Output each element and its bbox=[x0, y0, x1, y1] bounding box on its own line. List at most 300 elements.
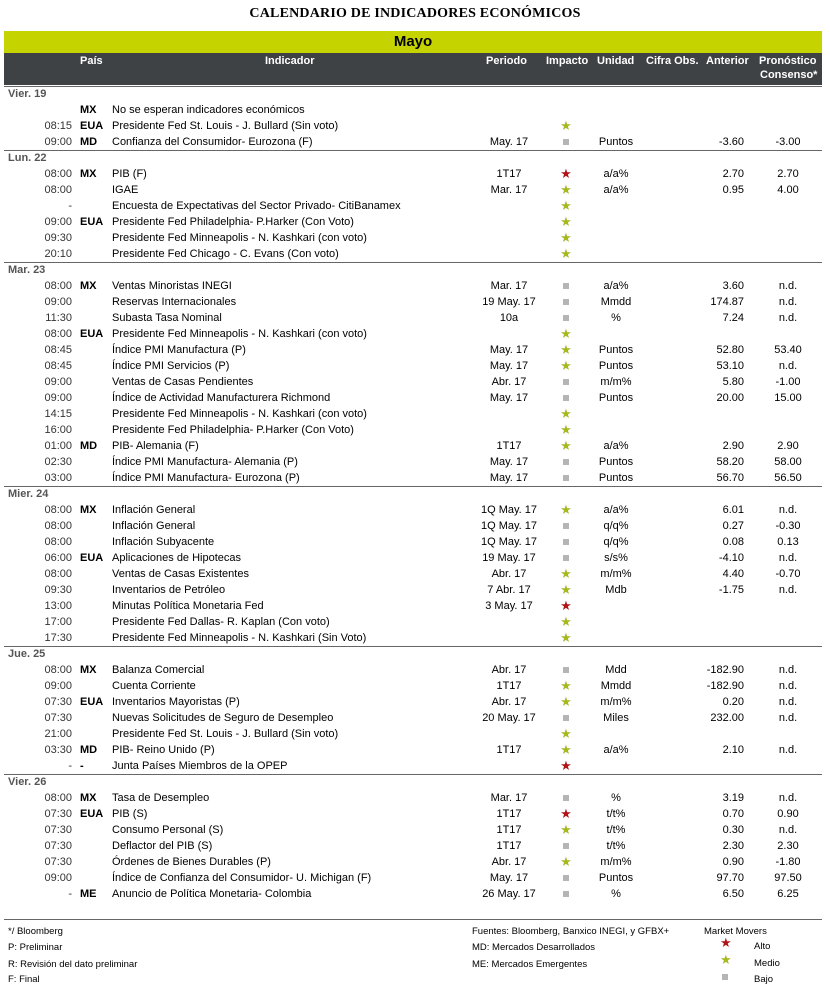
table-row bbox=[4, 454, 822, 470]
table-row bbox=[4, 790, 822, 806]
period-cell: 19 May. 17 bbox=[482, 552, 536, 564]
impact-medium-star-icon: ★ bbox=[560, 118, 572, 133]
day-header: Vier. 19 bbox=[4, 86, 822, 102]
md-legend: MD: Mercados Desarrollados bbox=[472, 942, 596, 953]
header-pronostico: Pronóstico bbox=[759, 55, 817, 67]
note-preliminar: P: Preliminar bbox=[8, 942, 63, 953]
indicator-cell: Presidente Fed Chicago - C. Evans (Con voto) bbox=[112, 248, 339, 260]
table-row bbox=[4, 678, 822, 694]
page-title: CALENDARIO DE INDICADORES ECONÓMICOS bbox=[249, 6, 581, 21]
indicator-cell: IGAE bbox=[112, 184, 139, 196]
table-row bbox=[4, 502, 822, 518]
country-cell: MX bbox=[80, 792, 97, 804]
previous-cell: 7.24 bbox=[722, 312, 744, 324]
forecast-cell: 53.40 bbox=[774, 344, 802, 356]
unit-cell: t/t% bbox=[606, 808, 626, 820]
indicator-cell: Presidente Fed Philadelphia- P.Harker (Con Voto) bbox=[112, 424, 354, 436]
period-cell: 26 May. 17 bbox=[482, 888, 536, 900]
indicator-cell: Reservas Internacionales bbox=[112, 296, 237, 308]
indicator-cell: Presidente Fed Minneapolis - N. Kashkari (con voto) bbox=[112, 232, 367, 244]
time-cell: 09:00 bbox=[44, 392, 72, 404]
time-cell: - bbox=[68, 760, 72, 772]
indicator-cell: Ventas de Casas Pendientes bbox=[112, 376, 254, 388]
impact-medium-star-icon: ★ bbox=[560, 358, 572, 373]
unit-cell: Mmdd bbox=[600, 680, 632, 692]
period-cell: 1Q May. 17 bbox=[480, 504, 538, 516]
forecast-cell: 58.00 bbox=[774, 456, 802, 468]
table-row bbox=[4, 246, 822, 262]
period-cell: Mar. 17 bbox=[490, 280, 528, 292]
table-row bbox=[4, 694, 822, 710]
impact-low-square-icon bbox=[552, 518, 580, 534]
indicator-cell: Ventas Minoristas INEGI bbox=[112, 280, 232, 292]
impact-medium-star-icon: ★ bbox=[560, 342, 572, 357]
note-bloomberg: */ Bloomberg bbox=[8, 926, 63, 937]
unit-cell: a/a% bbox=[603, 440, 629, 452]
indicator-cell: Índice de Confianza del Consumidor- U. Michigan (F) bbox=[112, 872, 372, 884]
forecast-cell: n.d. bbox=[778, 552, 798, 564]
time-cell: 09:00 bbox=[44, 680, 72, 692]
unit-cell: m/m% bbox=[600, 696, 632, 708]
table-row bbox=[4, 742, 822, 758]
indicator-cell: Presidente Fed Dallas- R. Kaplan (Con voto) bbox=[112, 616, 330, 628]
previous-cell: 56.70 bbox=[716, 472, 744, 484]
previous-cell: 174.87 bbox=[710, 296, 744, 308]
forecast-cell: n.d. bbox=[778, 744, 798, 756]
forecast-cell: n.d. bbox=[778, 792, 798, 804]
impact-low-square-icon bbox=[552, 374, 580, 390]
period-cell: May. 17 bbox=[489, 360, 529, 372]
unit-cell: Mdd bbox=[605, 664, 627, 676]
unit-cell: q/q% bbox=[603, 536, 629, 548]
table-row bbox=[4, 166, 822, 182]
time-cell: 08:00 bbox=[44, 520, 72, 532]
forecast-cell: -1.80 bbox=[775, 856, 801, 868]
impact-low-square-icon bbox=[552, 454, 580, 470]
time-cell: 08:00 bbox=[44, 504, 72, 516]
previous-cell: 53.10 bbox=[716, 360, 744, 372]
period-cell: 1T17 bbox=[496, 680, 522, 692]
period-cell: 1Q May. 17 bbox=[480, 536, 538, 548]
alto-label: Alto bbox=[754, 941, 771, 952]
table-row bbox=[4, 518, 822, 534]
table-row bbox=[4, 102, 822, 118]
unit-cell: Puntos bbox=[598, 136, 634, 148]
indicator-cell: Presidente Fed Minneapolis - N. Kashkari (con voto) bbox=[112, 408, 367, 420]
table-header bbox=[4, 53, 822, 85]
forecast-cell: 2.30 bbox=[777, 840, 799, 852]
period-cell: 10a bbox=[499, 312, 519, 324]
period-cell: 1T17 bbox=[496, 744, 522, 756]
table-row bbox=[4, 534, 822, 550]
impact-medium-star-icon: ★ bbox=[560, 742, 572, 757]
period-cell: 7 Abr. 17 bbox=[487, 584, 531, 596]
unit-cell: a/a% bbox=[603, 168, 629, 180]
impact-low-square-icon bbox=[552, 390, 580, 406]
indicator-cell: Inflación Subyacente bbox=[112, 536, 215, 548]
impact-low-square-icon bbox=[552, 134, 580, 150]
previous-cell: 5.80 bbox=[722, 376, 744, 388]
forecast-cell: 6.25 bbox=[777, 888, 799, 900]
forecast-cell: 2.90 bbox=[777, 440, 799, 452]
day-header: Vier. 26 bbox=[4, 774, 822, 790]
unit-cell: Puntos bbox=[598, 872, 634, 884]
previous-cell: 2.70 bbox=[722, 168, 744, 180]
period-cell: 1Q May. 17 bbox=[480, 520, 538, 532]
period-cell: 1T17 bbox=[496, 840, 522, 852]
country-cell: MX bbox=[80, 168, 97, 180]
time-cell: 17:00 bbox=[44, 616, 72, 628]
medio-star-icon: ★ bbox=[720, 952, 732, 967]
impact-medium-star-icon: ★ bbox=[560, 630, 572, 645]
impact-medium-star-icon: ★ bbox=[560, 198, 572, 213]
previous-cell: 4.40 bbox=[722, 568, 744, 580]
time-cell: 07:30 bbox=[44, 824, 72, 836]
country-cell: EUA bbox=[80, 328, 104, 340]
previous-cell: 97.70 bbox=[716, 872, 744, 884]
country-cell: MX bbox=[80, 280, 97, 292]
time-cell: 08:00 bbox=[44, 568, 72, 580]
time-cell: 06:00 bbox=[44, 552, 72, 564]
indicator-cell: No se esperan indicadores económicos bbox=[112, 104, 305, 116]
country-cell: ME bbox=[80, 888, 97, 900]
forecast-cell: 97.50 bbox=[774, 872, 802, 884]
indicator-cell: Confianza del Consumidor- Eurozona (F) bbox=[112, 136, 313, 148]
table-row bbox=[4, 886, 822, 902]
previous-cell: 6.50 bbox=[722, 888, 744, 900]
previous-cell: 232.00 bbox=[710, 712, 744, 724]
indicator-cell: Inflación General bbox=[112, 520, 196, 532]
unit-cell: s/s% bbox=[604, 552, 628, 564]
previous-cell: 0.20 bbox=[722, 696, 744, 708]
time-cell: 09:00 bbox=[44, 376, 72, 388]
impact-low-square-icon bbox=[552, 550, 580, 566]
unit-cell: % bbox=[611, 312, 621, 324]
table-row bbox=[4, 438, 822, 454]
forecast-cell: n.d. bbox=[778, 696, 798, 708]
impact-low-square-icon bbox=[552, 838, 580, 854]
time-cell: 11:30 bbox=[45, 312, 72, 324]
indicator-cell: Índice PMI Manufactura (P) bbox=[112, 344, 246, 356]
period-cell: Abr. 17 bbox=[491, 568, 527, 580]
impact-medium-star-icon: ★ bbox=[560, 406, 572, 421]
forecast-cell: n.d. bbox=[778, 296, 798, 308]
indicator-cell: Presidente Fed St. Louis - J. Bullard (Sin voto) bbox=[112, 728, 339, 740]
forecast-cell: -0.70 bbox=[775, 568, 801, 580]
indicator-cell: PIB (S) bbox=[112, 808, 148, 820]
table-row bbox=[4, 294, 822, 310]
impact-low-square-icon bbox=[552, 310, 580, 326]
time-cell: 09:00 bbox=[44, 216, 72, 228]
period-cell: 1T17 bbox=[496, 440, 522, 452]
impact-low-square-icon bbox=[552, 710, 580, 726]
day-header: Lun. 22 bbox=[4, 150, 822, 166]
time-cell: 08:00 bbox=[44, 184, 72, 196]
header-periodo: Periodo bbox=[486, 55, 527, 67]
previous-cell: 20.00 bbox=[716, 392, 744, 404]
table-row bbox=[4, 230, 822, 246]
period-cell: 1T17 bbox=[496, 824, 522, 836]
country-cell: MX bbox=[80, 104, 97, 116]
country-cell: EUA bbox=[80, 216, 104, 228]
indicator-cell: Encuesta de Expectativas del Sector Privado- CitiBanamex bbox=[112, 200, 401, 212]
medio-label: Medio bbox=[754, 958, 780, 969]
unit-cell: a/a% bbox=[603, 744, 629, 756]
unit-cell: Puntos bbox=[598, 472, 634, 484]
period-cell: May. 17 bbox=[489, 456, 529, 468]
country-cell: - bbox=[80, 760, 84, 772]
unit-cell: a/a% bbox=[603, 184, 629, 196]
previous-cell: 52.80 bbox=[716, 344, 744, 356]
unit-cell: % bbox=[611, 888, 621, 900]
indicator-cell: Índice PMI Servicios (P) bbox=[112, 360, 230, 372]
time-cell: 08:00 bbox=[44, 280, 72, 292]
impact-medium-star-icon: ★ bbox=[560, 678, 572, 693]
footer bbox=[4, 919, 822, 988]
indicator-cell: Deflactor del PIB (S) bbox=[112, 840, 213, 852]
indicator-cell: PIB (F) bbox=[112, 168, 147, 180]
calendar-table bbox=[4, 86, 822, 902]
time-cell: 09:30 bbox=[44, 584, 72, 596]
period-cell: Mar. 17 bbox=[490, 792, 528, 804]
impact-low-square-icon bbox=[552, 294, 580, 310]
period-cell: Mar. 17 bbox=[490, 184, 528, 196]
forecast-cell: -1.00 bbox=[775, 376, 801, 388]
table-row bbox=[4, 342, 822, 358]
table-row bbox=[4, 854, 822, 870]
previous-cell: -4.10 bbox=[718, 552, 744, 564]
impact-high-star-icon: ★ bbox=[560, 166, 572, 181]
table-row bbox=[4, 662, 822, 678]
day-header: Mar. 23 bbox=[4, 262, 822, 278]
forecast-cell: 0.90 bbox=[777, 808, 799, 820]
sources-text: Fuentes: Bloomberg, Banxico INEGI, y GFBX+ bbox=[472, 926, 670, 937]
table-row bbox=[4, 182, 822, 198]
forecast-cell: n.d. bbox=[778, 312, 798, 324]
table-row bbox=[4, 278, 822, 294]
table-row bbox=[4, 870, 822, 886]
forecast-cell: 15.00 bbox=[774, 392, 802, 404]
indicator-cell: Presidente Fed St. Louis - J. Bullard (Sin voto) bbox=[112, 120, 339, 132]
unit-cell: a/a% bbox=[603, 280, 629, 292]
previous-cell: 0.90 bbox=[722, 856, 744, 868]
time-cell: 09:30 bbox=[44, 232, 72, 244]
unit-cell: q/q% bbox=[603, 520, 629, 532]
impact-medium-star-icon: ★ bbox=[560, 182, 572, 197]
header-consenso: Consenso* bbox=[760, 69, 818, 81]
indicator-cell: Anuncio de Política Monetaria- Colombia bbox=[112, 888, 312, 900]
unit-cell: % bbox=[611, 792, 621, 804]
forecast-cell: -0.30 bbox=[775, 520, 801, 532]
indicator-cell: Órdenes de Bienes Durables (P) bbox=[112, 856, 271, 868]
previous-cell: 6.01 bbox=[722, 504, 744, 516]
time-cell: 14:15 bbox=[44, 408, 72, 420]
period-cell: May. 17 bbox=[489, 872, 529, 884]
country-cell: EUA bbox=[80, 696, 104, 708]
header-anterior: Anterior bbox=[706, 55, 749, 67]
period-cell: May. 17 bbox=[489, 344, 529, 356]
time-cell: 07:30 bbox=[44, 696, 72, 708]
time-cell: 07:30 bbox=[44, 840, 72, 852]
table-row bbox=[4, 566, 822, 582]
country-cell: EUA bbox=[80, 120, 104, 132]
unit-cell: Mmdd bbox=[600, 296, 632, 308]
previous-cell: -182.90 bbox=[706, 680, 744, 692]
forecast-cell: n.d. bbox=[778, 824, 798, 836]
note-revision: R: Revisión del dato preliminar bbox=[8, 959, 138, 970]
time-cell: 20:10 bbox=[44, 248, 72, 260]
table-row bbox=[4, 598, 822, 614]
impact-medium-star-icon: ★ bbox=[560, 614, 572, 629]
table-row bbox=[4, 630, 822, 646]
time-cell: - bbox=[68, 200, 72, 212]
indicator-cell: PIB- Alemania (F) bbox=[112, 440, 199, 452]
header-pais: País bbox=[80, 55, 103, 67]
header-cifra: Cifra Obs. bbox=[646, 55, 699, 67]
previous-cell: 2.30 bbox=[722, 840, 744, 852]
previous-cell: 0.08 bbox=[722, 536, 744, 548]
time-cell: 07:30 bbox=[44, 808, 72, 820]
impact-medium-star-icon: ★ bbox=[560, 566, 572, 581]
indicator-cell: Presidente Fed Minneapolis - N. Kashkari (Sin Voto) bbox=[112, 632, 367, 644]
time-cell: 08:00 bbox=[44, 168, 72, 180]
impact-high-star-icon: ★ bbox=[560, 758, 572, 773]
table-row bbox=[4, 406, 822, 422]
unit-cell: Puntos bbox=[598, 344, 634, 356]
time-cell: 08:00 bbox=[44, 664, 72, 676]
previous-cell: -1.75 bbox=[718, 584, 744, 596]
period-cell: May. 17 bbox=[489, 136, 529, 148]
forecast-cell: 56.50 bbox=[774, 472, 802, 484]
indicator-cell: Índice de Actividad Manufacturera Richmond bbox=[112, 392, 331, 404]
forecast-cell: n.d. bbox=[778, 280, 798, 292]
time-cell: 02:30 bbox=[44, 456, 72, 468]
unit-cell: m/m% bbox=[600, 856, 632, 868]
indicator-cell: Inflación General bbox=[112, 504, 196, 516]
time-cell: 08:00 bbox=[44, 328, 72, 340]
previous-cell: -3.60 bbox=[718, 136, 744, 148]
impact-medium-star-icon: ★ bbox=[560, 246, 572, 261]
country-cell: MD bbox=[80, 136, 98, 148]
header-indicador: Indicador bbox=[265, 55, 315, 67]
impact-medium-star-icon: ★ bbox=[560, 502, 572, 517]
period-cell: 19 May. 17 bbox=[482, 296, 536, 308]
time-cell: 09:00 bbox=[44, 872, 72, 884]
indicator-cell: Nuevas Solicitudes de Seguro de Desempleo bbox=[112, 712, 334, 724]
impact-medium-star-icon: ★ bbox=[560, 422, 572, 437]
impact-medium-star-icon: ★ bbox=[560, 694, 572, 709]
country-cell: EUA bbox=[80, 808, 104, 820]
forecast-cell: n.d. bbox=[778, 360, 798, 372]
table-row bbox=[4, 838, 822, 854]
country-cell: MD bbox=[80, 440, 98, 452]
impact-low-square-icon bbox=[552, 278, 580, 294]
market-movers-title: Market Movers bbox=[704, 926, 767, 937]
unit-cell: t/t% bbox=[606, 840, 626, 852]
time-cell: 08:00 bbox=[44, 536, 72, 548]
table-row bbox=[4, 614, 822, 630]
table-row bbox=[4, 710, 822, 726]
forecast-cell: 0.13 bbox=[777, 536, 799, 548]
country-cell: EUA bbox=[80, 552, 104, 564]
impact-medium-star-icon: ★ bbox=[560, 326, 572, 341]
indicator-cell: Inventarios Mayoristas (P) bbox=[112, 696, 240, 708]
indicator-cell: Inventarios de Petróleo bbox=[112, 584, 226, 596]
forecast-cell: -3.00 bbox=[775, 136, 801, 148]
indicator-cell: Presidente Fed Minneapolis - N. Kashkari (con voto) bbox=[112, 328, 367, 340]
forecast-cell: n.d. bbox=[778, 664, 798, 676]
forecast-cell: n.d. bbox=[778, 584, 798, 596]
previous-cell: 58.20 bbox=[716, 456, 744, 468]
table-row bbox=[4, 390, 822, 406]
previous-cell: 2.10 bbox=[722, 744, 744, 756]
previous-cell: 0.27 bbox=[722, 520, 744, 532]
unit-cell: Miles bbox=[603, 712, 629, 724]
time-cell: 08:45 bbox=[44, 360, 72, 372]
forecast-cell: n.d. bbox=[778, 680, 798, 692]
impact-low-square-icon bbox=[552, 662, 580, 678]
time-cell: 08:15 bbox=[44, 120, 72, 132]
table-row bbox=[4, 310, 822, 326]
indicator-cell: Presidente Fed Philadelphia- P.Harker (Con Voto) bbox=[112, 216, 354, 228]
note-final: F: Final bbox=[8, 974, 40, 985]
table-row bbox=[4, 470, 822, 486]
previous-cell: 3.19 bbox=[722, 792, 744, 804]
unit-cell: Puntos bbox=[598, 392, 634, 404]
indicator-cell: Balanza Comercial bbox=[112, 664, 205, 676]
time-cell: 21:00 bbox=[44, 728, 72, 740]
impact-low-square-icon bbox=[552, 870, 580, 886]
indicator-cell: Junta Países Miembros de la OPEP bbox=[112, 760, 288, 772]
time-cell: 13:00 bbox=[44, 600, 72, 612]
table-row bbox=[4, 374, 822, 390]
previous-cell: 0.70 bbox=[722, 808, 744, 820]
period-cell: 1T17 bbox=[496, 808, 522, 820]
impact-medium-star-icon: ★ bbox=[560, 230, 572, 245]
indicator-cell: Cuenta Corriente bbox=[112, 680, 196, 692]
indicator-cell: Minutas Política Monetaria Fed bbox=[112, 600, 264, 612]
header-impacto: Impacto bbox=[546, 55, 589, 67]
impact-low-square-icon bbox=[552, 790, 580, 806]
impact-high-star-icon: ★ bbox=[560, 598, 572, 613]
time-cell: 03:00 bbox=[44, 472, 72, 484]
indicator-cell: PIB- Reino Unido (P) bbox=[112, 744, 215, 756]
unit-cell: a/a% bbox=[603, 504, 629, 516]
period-cell: 3 May. 17 bbox=[485, 600, 533, 612]
table-row bbox=[4, 822, 822, 838]
table-row bbox=[4, 550, 822, 566]
impact-high-star-icon: ★ bbox=[560, 806, 572, 821]
table-row bbox=[4, 198, 822, 214]
forecast-cell: n.d. bbox=[778, 504, 798, 516]
time-cell: 03:30 bbox=[44, 744, 72, 756]
table-row bbox=[4, 422, 822, 438]
impact-medium-star-icon: ★ bbox=[560, 438, 572, 453]
impact-medium-star-icon: ★ bbox=[560, 822, 572, 837]
table-row bbox=[4, 582, 822, 598]
table-row bbox=[4, 118, 822, 134]
table-row bbox=[4, 214, 822, 230]
bajo-label: Bajo bbox=[754, 974, 774, 985]
table-row bbox=[4, 134, 822, 150]
indicator-cell: Índice PMI Manufactura- Alemania (P) bbox=[112, 456, 298, 468]
day-header: Jue. 25 bbox=[4, 646, 822, 662]
time-cell: - bbox=[68, 888, 72, 900]
period-cell: May. 17 bbox=[489, 472, 529, 484]
forecast-cell: 4.00 bbox=[777, 184, 799, 196]
bajo-square-icon bbox=[722, 972, 728, 983]
alto-star-icon: ★ bbox=[720, 935, 732, 950]
